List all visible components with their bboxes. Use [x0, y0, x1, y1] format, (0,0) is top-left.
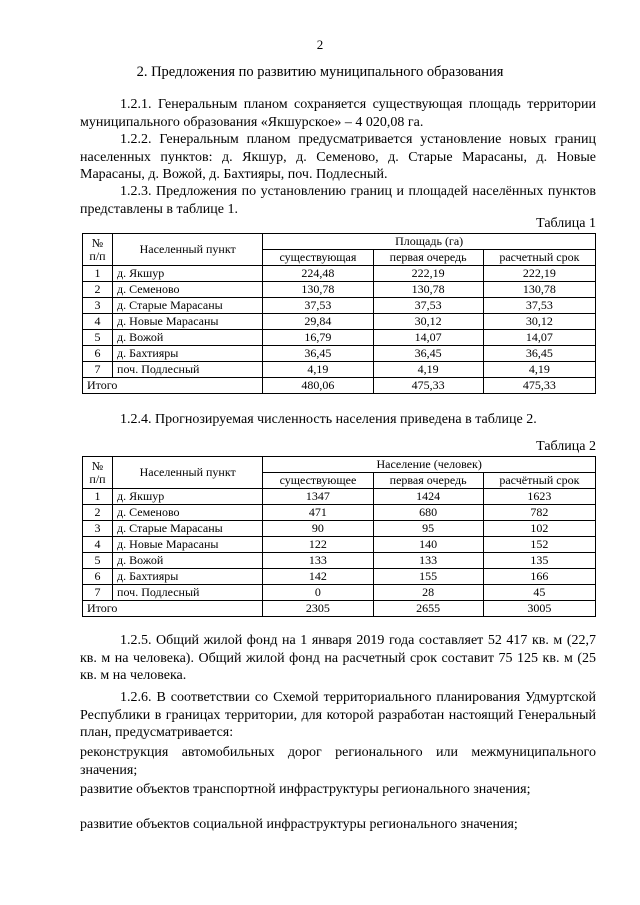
value-cell: 29,84 [263, 314, 373, 330]
table-row [83, 298, 596, 314]
value-cell: 14,07 [483, 330, 595, 346]
value-cell: 0 [263, 585, 373, 601]
paragraph-1-2-3 [80, 183, 596, 218]
value-cell: 471 [263, 505, 373, 521]
value-cell: 1347 [263, 489, 373, 505]
value-cell: 4,19 [483, 362, 595, 378]
value-cell: 133 [373, 553, 483, 569]
settlement-name: д. Семеново [113, 505, 263, 521]
list-item [80, 744, 596, 779]
total-value: 480,06 [263, 378, 373, 394]
value-cell: 4,19 [263, 362, 373, 378]
total-label: Итого [83, 601, 263, 617]
value-cell: 30,12 [483, 314, 595, 330]
table-2-caption: Таблица 2 [536, 439, 596, 454]
value-cell: 102 [483, 521, 595, 537]
table-row [83, 282, 596, 298]
value-cell: 142 [263, 569, 373, 585]
table-row [83, 553, 596, 569]
paragraph-1-2-5-text: 1.2.5. Общий жилой фонд на 1 января 2019 года составляет 52 417 кв. м (22,7 кв. м на человека). Общий жилой фонд на расчетный срок составит 75 125 кв. м (25 кв. м на человека. [80, 633, 596, 683]
value-cell: 37,53 [373, 298, 483, 314]
value-cell: 224,48 [263, 266, 373, 282]
row-number: 1 [83, 489, 113, 505]
value-cell: 222,19 [483, 266, 595, 282]
settlement-name: поч. Подлесный [113, 585, 263, 601]
table-row [83, 569, 596, 585]
row-number: 2 [83, 505, 113, 521]
value-cell: 28 [373, 585, 483, 601]
paragraph-1-2-2-text: 1.2.2. Генеральным планом предусматривается установление новых границ населенных пунктов: д. Якшур, д. Семеново, д. Старые Марасаны, д. Новые Марасаны, д. Вожой, д. Бахтияры, поч. Подлесный. [80, 132, 596, 182]
value-cell: 95 [373, 521, 483, 537]
settlement-name: д. Бахтияры [113, 569, 263, 585]
sub-header: первая очередь [373, 250, 483, 266]
col-name-header: Населенный пункт [113, 234, 263, 266]
paragraph-1-2-2 [80, 131, 596, 184]
row-number: 6 [83, 569, 113, 585]
row-number: 2 [83, 282, 113, 298]
col-num-header: № п/п [83, 234, 113, 266]
table-row [83, 585, 596, 601]
row-number: 7 [83, 362, 113, 378]
row-number: 4 [83, 537, 113, 553]
settlement-name: д. Новые Марасаны [113, 537, 263, 553]
table-population [82, 456, 596, 617]
table-row [83, 505, 596, 521]
paragraph-1-2-4 [80, 411, 596, 429]
value-cell: 133 [263, 553, 373, 569]
value-cell: 16,79 [263, 330, 373, 346]
col-name-header: Населенный пункт [113, 457, 263, 489]
table-area [82, 233, 596, 394]
value-cell: 680 [373, 505, 483, 521]
value-cell: 30,12 [373, 314, 483, 330]
paragraph-1-2-1 [80, 96, 596, 131]
settlement-name: д. Старые Марасаны [113, 521, 263, 537]
table-row [83, 314, 596, 330]
value-cell: 130,78 [483, 282, 595, 298]
settlement-name: д. Якшур [113, 489, 263, 505]
value-cell: 37,53 [263, 298, 373, 314]
value-cell: 36,45 [263, 346, 373, 362]
table-row [83, 362, 596, 378]
settlement-name: поч. Подлесный [113, 362, 263, 378]
total-value: 2655 [373, 601, 483, 617]
paragraph-1-2-6-text: 1.2.6. В соответствии со Схемой территориального планирования Удмуртской Республики в границах территории, для которой разработан настоящий Генеральный план, предусматривается: [80, 690, 596, 740]
row-number: 3 [83, 298, 113, 314]
value-cell: 37,53 [483, 298, 595, 314]
sub-header: существующее [263, 473, 373, 489]
sub-header: существующая [263, 250, 373, 266]
value-cell: 782 [483, 505, 595, 521]
list-item [80, 781, 596, 799]
sub-header: расчетный срок [483, 250, 595, 266]
value-cell: 130,78 [373, 282, 483, 298]
table-row [83, 266, 596, 282]
value-cell: 135 [483, 553, 595, 569]
value-cell: 36,45 [483, 346, 595, 362]
paragraph-1-2-5 [80, 632, 596, 685]
page-number: 2 [316, 37, 324, 52]
settlement-name: д. Старые Марасаны [113, 298, 263, 314]
paragraph-1-2-3-text: 1.2.3. Предложения по установлению границ и площадей населённых пунктов представлены в таблице 1. [80, 184, 596, 217]
value-cell: 1424 [373, 489, 483, 505]
value-cell: 152 [483, 537, 595, 553]
row-number: 7 [83, 585, 113, 601]
value-cell: 140 [373, 537, 483, 553]
col-group-header: Площадь (га) [263, 234, 596, 250]
row-number: 6 [83, 346, 113, 362]
value-cell: 45 [483, 585, 595, 601]
total-value: 475,33 [373, 378, 483, 394]
value-cell: 36,45 [373, 346, 483, 362]
table-row [83, 330, 596, 346]
table-row [83, 537, 596, 553]
value-cell: 130,78 [263, 282, 373, 298]
table-row [83, 521, 596, 537]
value-cell: 166 [483, 569, 595, 585]
row-number: 5 [83, 553, 113, 569]
settlement-name: д. Семеново [113, 282, 263, 298]
table-row [83, 489, 596, 505]
value-cell: 90 [263, 521, 373, 537]
list-item-text: развитие объектов транспортной инфраструктуры регионального значения; [80, 782, 531, 797]
settlement-name: д. Вожой [113, 330, 263, 346]
list-item-text: развитие объектов социальной инфраструктуры регионального значения; [80, 817, 518, 832]
row-number: 5 [83, 330, 113, 346]
value-cell: 14,07 [373, 330, 483, 346]
settlement-name: д. Бахтияры [113, 346, 263, 362]
table-1-caption: Таблица 1 [536, 216, 596, 231]
sub-header: первая очередь [373, 473, 483, 489]
paragraph-1-2-6 [80, 689, 596, 742]
row-number: 4 [83, 314, 113, 330]
total-label: Итого [83, 378, 263, 394]
total-value: 475,33 [483, 378, 595, 394]
value-cell: 4,19 [373, 362, 483, 378]
col-num-header: № п/п [83, 457, 113, 489]
list-item [80, 816, 596, 834]
value-cell: 155 [373, 569, 483, 585]
paragraph-1-2-1-text: 1.2.1. Генеральным планом сохраняется существующая площадь территории муниципального образования «Якшурское» – 4 020,08 га. [80, 97, 596, 130]
sub-header: расчётный срок [483, 473, 595, 489]
value-cell: 1623 [483, 489, 595, 505]
settlement-name: д. Вожой [113, 553, 263, 569]
row-number: 3 [83, 521, 113, 537]
paragraph-1-2-4-text: 1.2.4. Прогнозируемая численность населения приведена в таблице 2. [120, 412, 537, 427]
table-row [83, 346, 596, 362]
total-value: 2305 [263, 601, 373, 617]
col-group-header: Население (человек) [263, 457, 596, 473]
settlement-name: д. Якшур [113, 266, 263, 282]
section-heading: 2. Предложения по развитию муниципального образования [136, 64, 504, 80]
value-cell: 222,19 [373, 266, 483, 282]
row-number: 1 [83, 266, 113, 282]
settlement-name: д. Новые Марасаны [113, 314, 263, 330]
total-value: 3005 [483, 601, 595, 617]
value-cell: 122 [263, 537, 373, 553]
list-item-text: реконструкция автомобильных дорог регионального или межмуниципального значения; [80, 745, 596, 778]
